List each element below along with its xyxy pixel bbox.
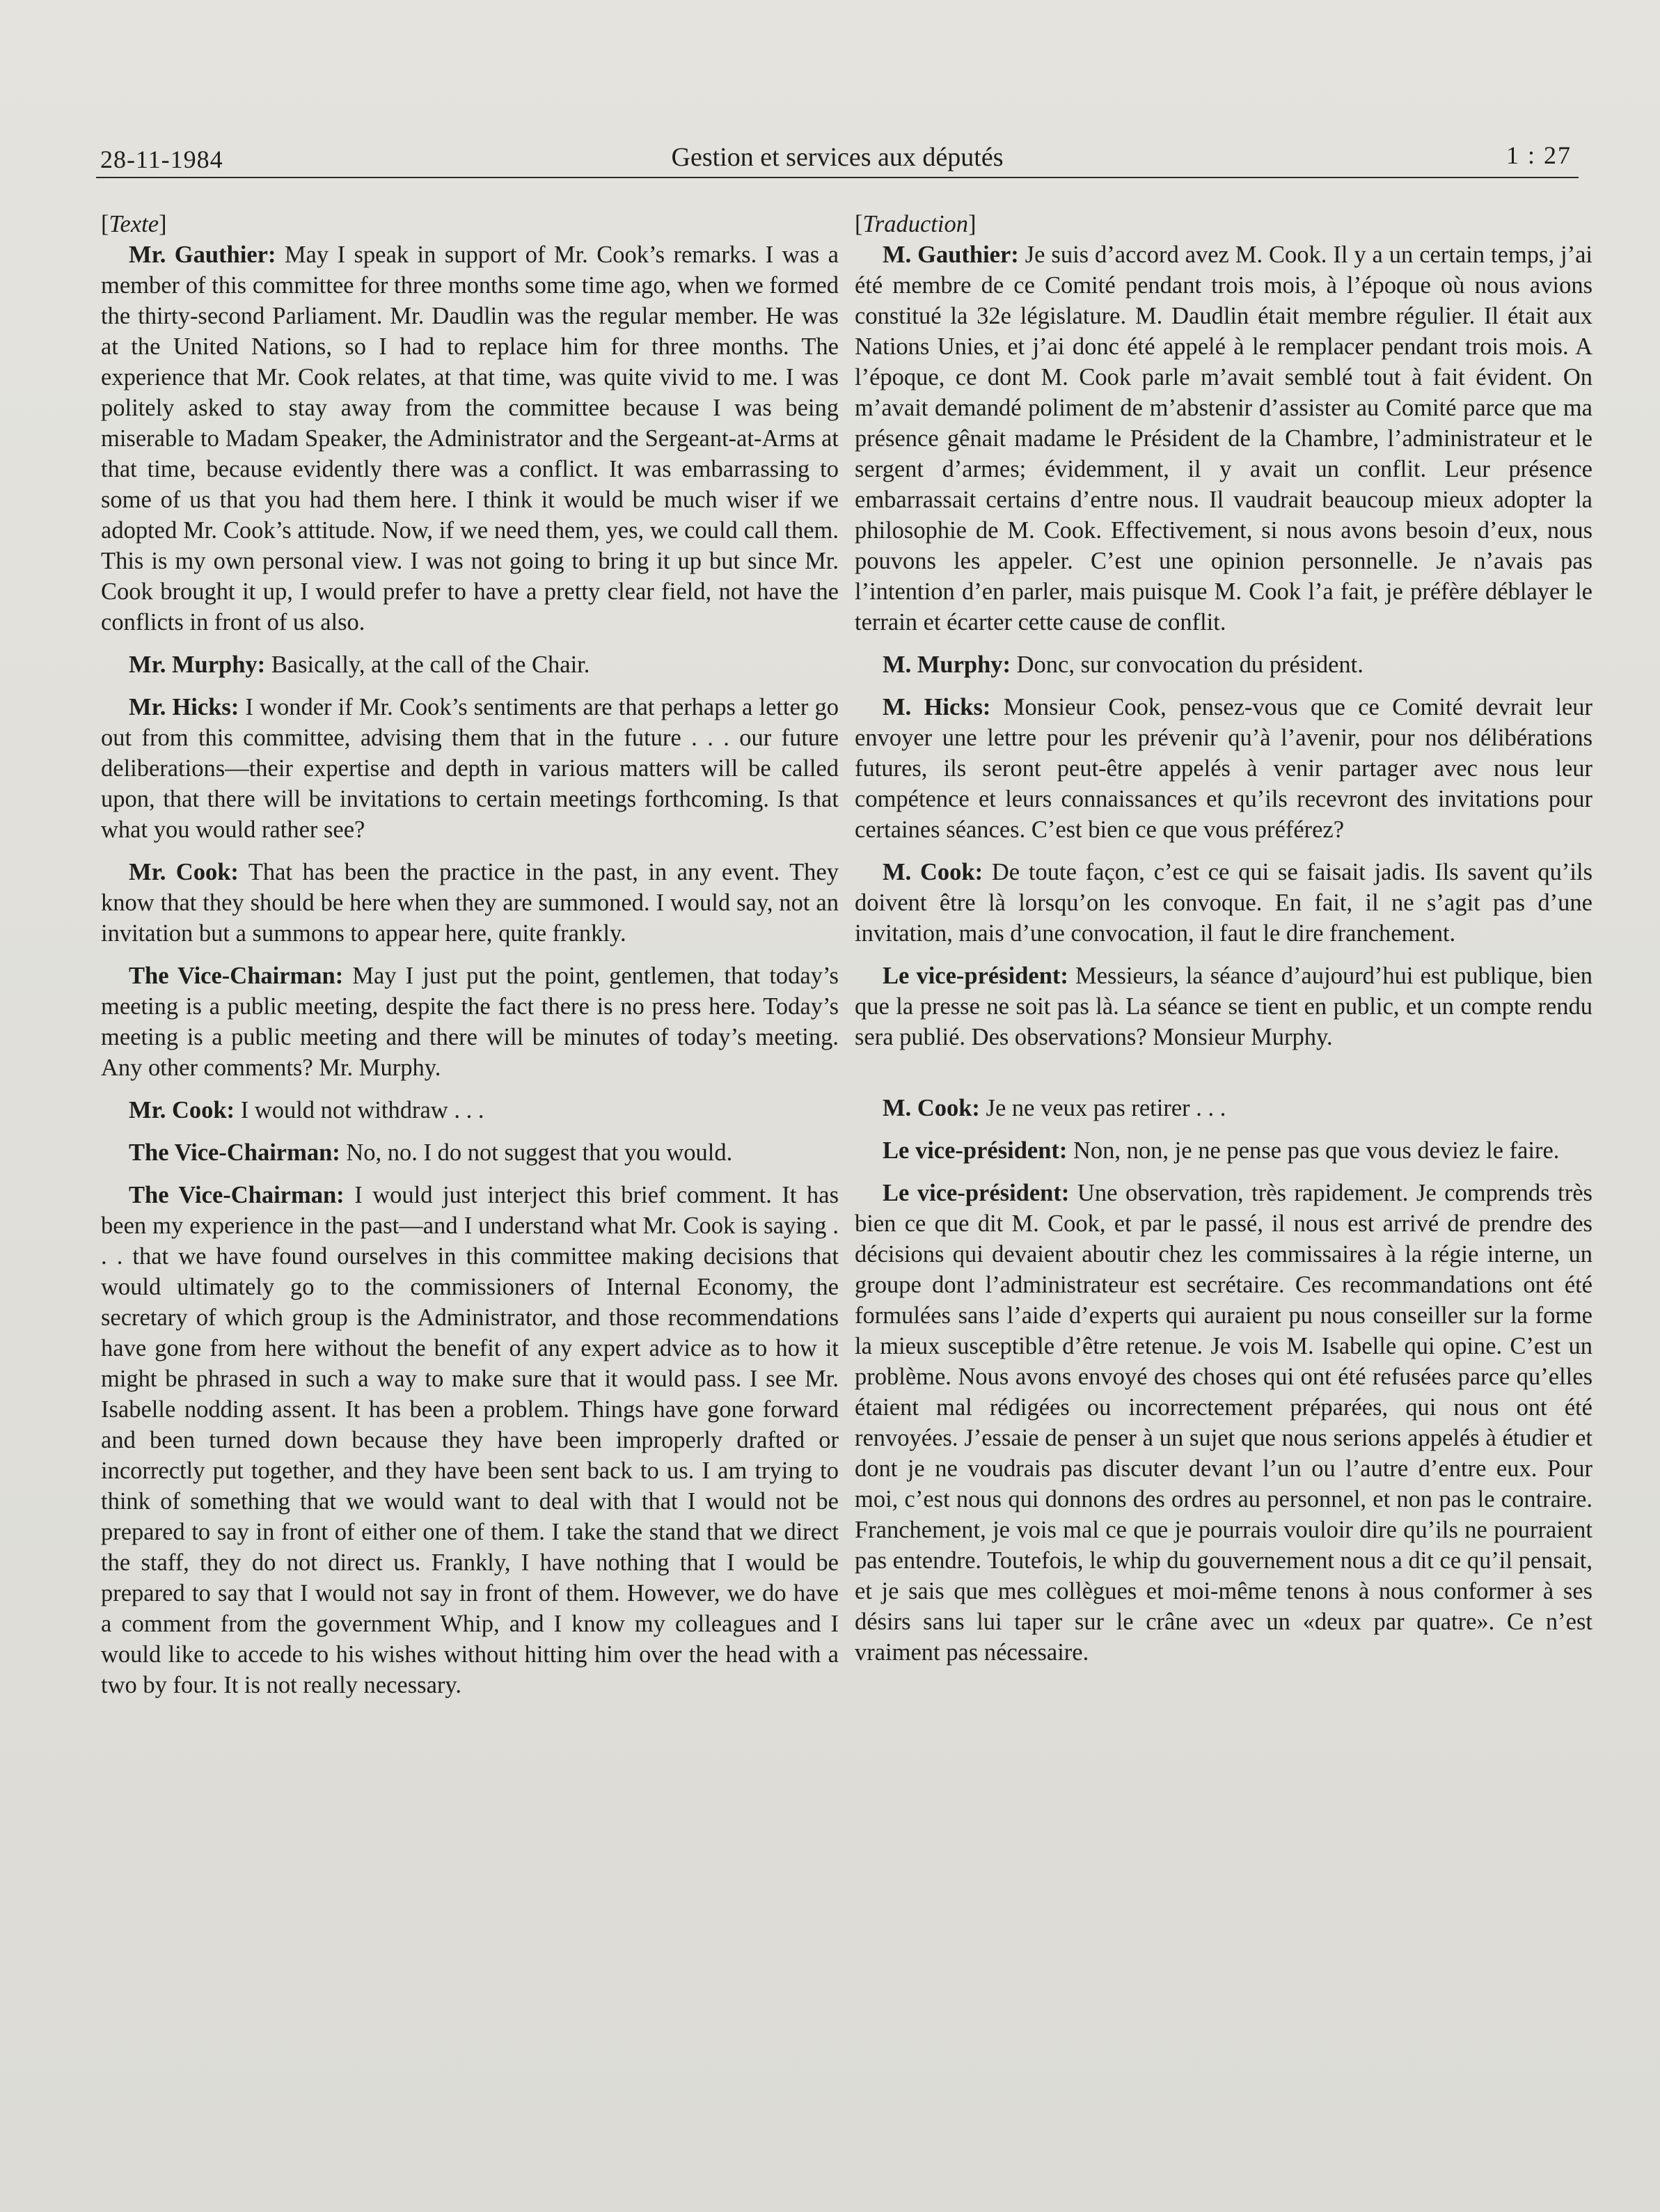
header-date: 28-11-1984 [100,145,223,173]
speaker-name: The Vice-Chairman: [129,1139,340,1166]
paragraph-text: May I just put the point, gentlemen, that today’s meeting is a public meeting, despite the fact there is no press here. Today’s meeting is a public meeting and there will be minutes of today’s meeting. Any other comments? Mr. Murphy. [101,963,839,1081]
speaker-name: The Vice-Chairman: [129,963,344,989]
paragraph-text: May I speak in support of Mr. Cook’s remarks. I was a member of this committee for three months some time ago, when we formed the thirty-second Parliament. Mr. Daudlin was the regular member. He was at the United Nations, so I had to replace him for three months. The experience that Mr. Cook relates, at that time, was quite vivid to me. I was politely asked to stay away from the committee because I was being miserable to Madam Speaker, the Administrator and the Sergeant-at-Arms at that time, because evidently there was a conflict. It was embarrassing to some of us that you had them here. I think it would be much wiser if we adopted Mr. Cook’s attitude. Now, if we need them, yes, we could call them. This is my own personal view. I was not going to bring it up but since Mr. Cook brought it up, I would prefer to have a pretty clear field, not have the conflicts in front of us also. [101,242,839,635]
speaker-name: M. Cook: [883,1095,980,1121]
speaker-name: The Vice-Chairman: [129,1182,345,1208]
paragraph [101,1180,839,1700]
paragraph-text: Monsieur Cook, pensez-vous que ce Comité devrait leur envoyer une lettre pour les prévenir qu’à l’avenir, pour nos délibérations futures, ils seront peut-être appelés à venir partager avec nous leur compétence et leurs connaissances et qu’ils recevront des invitations pour certaines séances. C’est bien ce que vous préférez? [855,694,1592,843]
column-tag-text: Traduction [862,211,968,237]
french-column [855,209,1592,1680]
speaker-name: Mr. Hicks: [129,694,239,720]
header-title: Gestion et services aux députés [671,143,1004,172]
speaker-name: Mr. Cook: [129,1097,235,1123]
paragraph [855,239,1592,638]
paragraph [855,1135,1592,1166]
speaker-name: M. Cook: [883,859,983,885]
paragraph [855,692,1592,845]
paragraph [101,857,839,949]
speaker-name: M. Hicks: [883,694,991,720]
speaker-name: Le vice-président: [883,963,1068,989]
paragraph [855,649,1592,680]
speaker-name: Mr. Murphy: [129,651,266,678]
paragraph [855,961,1592,1052]
paragraph-text: I would just interject this brief comment. It has been my experience in the past—and I understand what Mr. Cook is saying . . . that we have found ourselves in this committee making decisions that would ultimately go to the commissioners of Internal Economy, the secretary of which group is the Administrator, and those recommendations have gone from here without the benefit of any expert advice as to how it might be phrased in such a way to make sure that it would pass. I see Mr. Isabelle nodding assent. It has been a problem. Things have gone forward and been turned down because they have been improperly drafted or incorrectly put together, and they have been sent back to us. I am trying to think of something that we would want to deal with that I would not be prepared to say in front of either one of them. I take the stand that we direct the staff, they do not direct us. Frankly, I have nothing that I would be prepared to say that I would not say in front of them. However, we do have a comment from the government Whip, and I know my colleagues and I would like to accede to his wishes without hitting him over the head with a two by four. It is not really necessary. [101,1182,839,1698]
paragraph-text: Basically, at the call of the Chair. [265,651,590,678]
paragraph-text: No, no. I do not suggest that you would. [340,1139,733,1166]
speaker-name: Le vice-président: [883,1180,1070,1206]
speaker-name: M. Murphy: [883,651,1011,678]
speaker-name: Le vice-président: [883,1137,1068,1164]
paragraph [101,692,839,845]
paragraph-text: Je ne veux pas retirer . . . [979,1095,1226,1121]
paragraph [101,1137,839,1168]
paragraph [101,961,839,1083]
paragraph-text: That has been the practice in the past, in any event. They know that they should be here when they are summoned. I would say, not an invitation but a summons to appear here, quite frankly. [101,859,839,947]
paragraph [101,1095,839,1125]
paragraph [855,1093,1592,1123]
speaker-name: Mr. Cook: [129,859,239,885]
speaker-name: M. Gauthier: [883,242,1019,268]
paragraph [855,857,1592,949]
paragraph-text: Une observation, très rapidement. Je comprends très bien ce que dit M. Cook, et par le passé, il nous est arrivé de prendre des décisions qui devaient aboutir chez les commissaires à la régie interne, un groupe dont l’administrateur est secrétaire. Ces recommandations ont été formulées sans l’aide d’experts qui auraient pu nous conseiller sur la forme la mieux susceptible d’être retenue. Je vois M. Isabelle qui opine. C’est un problème. Nous avons envoyé des choses qui ont été refusées parce qu’elles étaient mal rédigées ou incorrectement préparées, qui nous ont été renvoyées. J’essaie de penser à un sujet que nous serions appelés à étudier et dont je ne voudrais pas discuter devant l’un ou l’autre d’entre eux. Pour moi, c’est nous qui donnons des ordres au personnel, et non pas le contraire. Franchement, je vois mal ce que je pourrais vouloir dire qu’ils ne pourraient pas entendre. Toutefois, le whip du gouvernement nous a dit ce qu’il pensait, et je sais que mes collègues et moi-même tenons à nous conformer à ses désirs sans lui taper sur le crâne avec un «deux par quatre». Ce n’est vraiment pas nécessaire. [855,1180,1592,1666]
paragraph-text: Messieurs, la séance d’aujourd’hui est publique, bien que la presse ne soit pas là. La séance se tient en public, et un compte rendu sera publié. Des observations? Monsieur Murphy. [855,963,1592,1050]
paragraph-text: Donc, sur convocation du président. [1011,651,1363,678]
paragraph-text: Non, non, je ne pense pas que vous deviez le faire. [1067,1137,1560,1164]
paragraph-text: Je suis d’accord avez M. Cook. Il y a un certain temps, j’ai été membre de ce Comité pendant trois mois, à l’époque où nous avions constitué la 32e législature. M. Daudlin était membre régulier. Il était aux Nations Unies, et j’ai donc été appelé à le remplacer pendant trois mois. A l’époque, ce dont M. Cook parle m’avait semblé tout à fait évident. On m’avait demandé poliment de m’abstenir d’assister au Comité parce que ma présence gênait madame le Président de la Chambre, l’administrateur et le sergent d’armes; évidemment, il y avait un conflit. Leur présence embarrassait certains d’entre nous. Il vaudrait beaucoup mieux adopter la philosophie de M. Cook. Effectivement, si nous avons besoin d’eux, nous pouvons les appeler. C’est une opinion personnelle. Je n’avais pas l’intention d’en parler, mais puisque M. Cook l’a fait, je préfère déblayer le terrain et écarter cette cause de conflit. [855,242,1592,635]
paragraph [855,1178,1592,1668]
speaker-name: Mr. Gauthier: [129,242,276,268]
paragraph-text: I would not withdraw . . . [235,1097,484,1123]
paragraph [101,239,839,638]
english-column [101,209,839,1712]
paragraph-text: De toute façon, c’est ce qui se faisait jadis. Ils savent qu’ils doivent être là lorsqu’on les convoque. En fait, il ne s’agit pas d’une invitation, mais d’une convocation, il faut le dire franchement. [855,859,1592,947]
column-tag-text: Texte [109,211,159,237]
page-header [96,124,1579,178]
column-tag: [Traduction] [855,211,977,237]
paragraph-text: I wonder if Mr. Cook’s sentiments are that perhaps a letter go out from this committee, advising them that in the future . . . our future deliberations—their expertise and depth in various matters will be called upon, that there will be invitations to certain meetings forthcoming. Is that what you would rather see? [101,694,839,843]
paragraph [101,649,839,680]
header-page-number: 1 : 27 [1505,141,1572,169]
column-tag: [Texte] [101,211,167,237]
